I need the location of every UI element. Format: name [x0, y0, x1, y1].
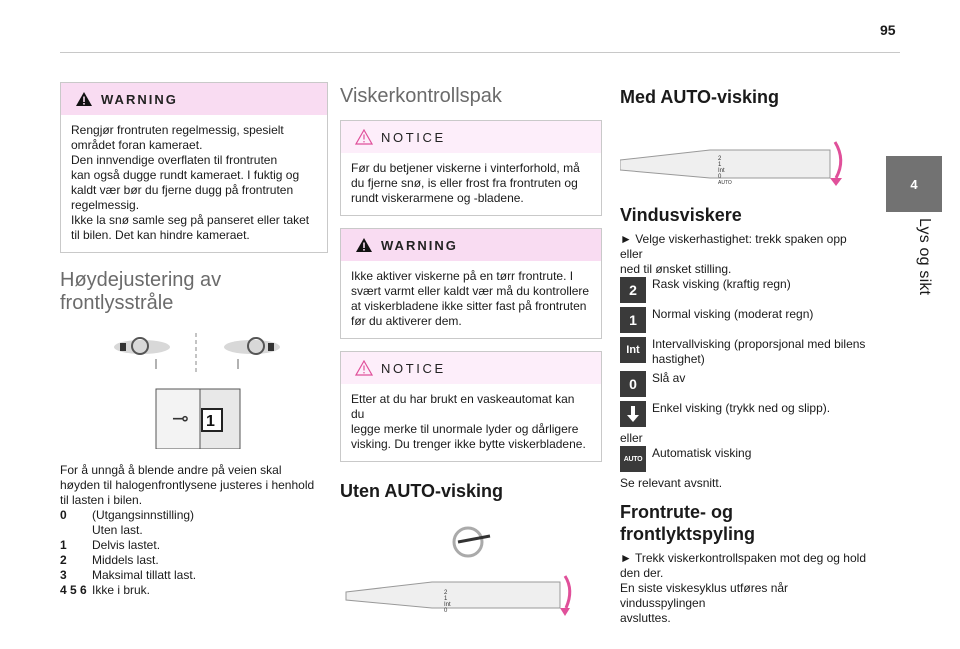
text-line: at viskerbladene ikke sitter fast på frontruten [351, 299, 587, 313]
speed-description: Normal visking (moderat regn) [652, 307, 814, 321]
list-item [620, 337, 870, 367]
svg-text:⊸: ⊸ [172, 406, 189, 430]
text-line: Før du betjener viskerne i vinterforhold, må [351, 161, 580, 175]
section-heading: frontlysstråle [60, 292, 174, 314]
notice-text [341, 153, 601, 215]
off-icon: 0 [620, 371, 646, 397]
text-line: Ikke aktiver viskerne på en tørr frontrute. I [351, 269, 574, 283]
auto-description: Automatisk visking [652, 446, 752, 460]
warning-triangle-icon [355, 237, 373, 253]
warning-text [341, 261, 601, 338]
list-item [620, 446, 870, 472]
svg-text:Int: Int [718, 168, 725, 174]
warning-header [61, 83, 327, 115]
speed-description: Intervallvisking (proporsjonal med bilens hastighet) [652, 337, 866, 366]
notice-box-winter [340, 120, 602, 216]
text-line: du fjerne snø, is eller frost fra frontruten og [351, 176, 578, 190]
warning-box-dry [340, 228, 602, 339]
list-item [620, 401, 870, 427]
section-heading: Høydejustering av [60, 269, 222, 291]
text-line: området foran kameraet. [71, 138, 203, 152]
load-settings-list [60, 508, 328, 598]
list-item: 1 Delvis lastet. [60, 538, 161, 552]
text-line: til lasten i bilen. [60, 493, 143, 507]
down-arrow-icon [620, 401, 646, 427]
text-line: Rengjør frontruten regelmessig, spesielt [71, 123, 284, 137]
text-line: avsluttes. [620, 611, 671, 625]
text-line: kaldt vær bør du fjerne dugg på frontruten [71, 183, 294, 197]
list-item [620, 371, 870, 397]
text-line: rundt viskerarmene og -bladene. [351, 191, 524, 205]
chapter-tab[interactable]: 4 [886, 156, 942, 212]
text-line: før du aktiverer dem. [351, 314, 462, 328]
text-line: svært varmt eller kaldt vær må du kontrollere [351, 284, 590, 298]
column-right [620, 82, 870, 626]
column-left [60, 82, 328, 598]
notice-box-carwash [340, 351, 602, 462]
svg-text:AUTO: AUTO [718, 180, 732, 186]
svg-text:2: 2 [718, 156, 722, 162]
svg-text:0: 0 [718, 174, 722, 180]
text-line: Den innvendige overflaten til frontruten [71, 153, 278, 167]
list-item [620, 277, 870, 303]
svg-text:1: 1 [444, 596, 448, 602]
beam-intro [60, 463, 328, 508]
text-line: til bilen. Det kan hindre kameraet. [71, 228, 250, 242]
svg-text:1: 1 [718, 162, 722, 168]
or-text: eller [620, 431, 643, 445]
text-line: For å unngå å blende andre på veien skal [60, 463, 282, 477]
page-number: 95 [880, 22, 896, 38]
text-line: høyden til halogenfrontlysene justeres i henhold [60, 478, 315, 492]
headlamp-beam-illustration [60, 329, 328, 449]
notice-triangle-icon [355, 360, 373, 376]
speed-2-icon: 2 [620, 277, 646, 303]
text-line: den der. [620, 566, 664, 580]
text-line: visking. Du trenger ikke bytte viskerbladene. [351, 437, 586, 451]
subsection-heading: Uten AUTO-visking [340, 481, 504, 501]
svg-text:Int: Int [444, 602, 451, 608]
list-item [620, 307, 870, 333]
notice-title: NOTICE [381, 129, 446, 145]
auto-wipe-icon: AUTO [620, 446, 646, 472]
svg-text:2: 2 [444, 590, 448, 596]
section-heading: Med AUTO-visking [620, 87, 780, 107]
warning-title: WARNING [101, 91, 178, 107]
list-item: Uten last. [92, 523, 143, 537]
text-line: regelmessig. [71, 198, 140, 212]
list-item: 3 Maksimal tillatt last. [60, 568, 197, 582]
notice-triangle-icon [355, 129, 373, 145]
warning-box-camera [60, 82, 328, 253]
warning-triangle-icon [75, 91, 93, 107]
warning-title: WARNING [381, 237, 458, 253]
intermittent-icon: Int [620, 337, 646, 363]
top-divider [60, 52, 900, 53]
section-heading: Frontrute- og [620, 502, 733, 522]
wiper-intro [620, 232, 870, 277]
washer-text [620, 551, 870, 626]
section-heading: frontlyktspyling [620, 524, 756, 544]
text-line: Ikke la snø samle seg på panseret eller taket [71, 213, 310, 227]
see-section-text: Se relevant avsnitt. [620, 476, 723, 490]
warning-header [341, 229, 601, 261]
column-middle [340, 82, 602, 622]
text-line: Etter at du har brukt en vaskeautomat kan du [351, 392, 575, 421]
text-line: ned til ønsket stilling. [620, 262, 732, 276]
section-heading: Viskerkontrollspak [340, 85, 502, 107]
subsection-heading: Vindusviskere [620, 205, 742, 225]
chapter-title: Lys og sikt [916, 218, 933, 296]
speed-description: Rask visking (kraftig regn) [652, 277, 791, 291]
text-line: legge merke til unormale lyder og dårligere [351, 422, 579, 436]
auto-wiper-stalk-illustration [620, 120, 870, 190]
speed-1-icon: 1 [620, 307, 646, 333]
svg-text:0: 0 [444, 608, 448, 614]
list-item: 4 5 6 Ikke i bruk. [60, 583, 151, 597]
speed-description: Enkel visking (trykk ned og slipp). [652, 401, 831, 415]
warning-text [61, 115, 327, 252]
speed-description: Slå av [652, 371, 686, 385]
text-line: kan også dugge rundt kameraet. I fuktig og [71, 168, 300, 182]
notice-header [341, 121, 601, 153]
beam-dial-value: 1 [206, 413, 215, 430]
notice-header [341, 352, 601, 384]
list-item: 2 Middels last. [60, 553, 159, 567]
notice-title: NOTICE [381, 360, 446, 376]
wiper-stalk-illustration [340, 512, 602, 622]
text-line: ► Trekk viskerkontrollspaken mot deg og hold [620, 551, 866, 565]
text-line: En siste viskesyklus utføres når vindusspylingen [620, 581, 789, 610]
list-item: 0 (Utgangsinnstilling) [60, 508, 195, 522]
text-line: ► Velge viskerhastighet: trekk spaken opp eller [620, 232, 847, 261]
wiper-speed-list [620, 277, 870, 427]
notice-text [341, 384, 601, 461]
